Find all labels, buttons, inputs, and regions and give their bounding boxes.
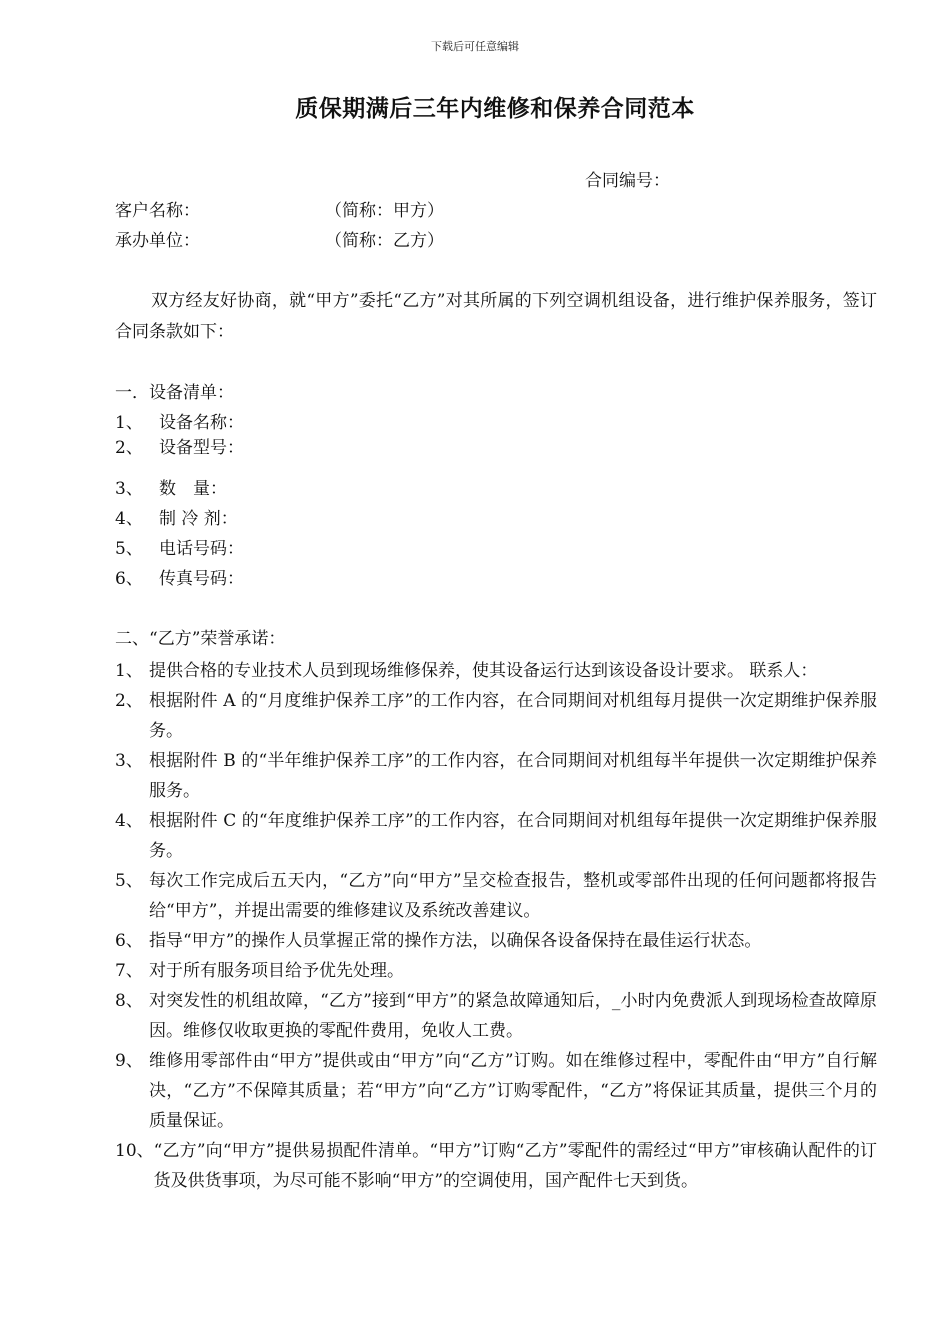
- equipment-item: [115, 433, 244, 463]
- promise-list: [115, 656, 877, 1196]
- promise-number: 4、: [115, 811, 143, 831]
- promise-text: 根据附件 B 的“半年维护保养工序”的工作内容，在合同期间对机组每半年提供一次定期维护保养服务。: [149, 751, 877, 801]
- equipment-item-label: 设备型号：: [159, 438, 244, 458]
- promise-number: 2、: [115, 691, 143, 711]
- promise-number: 5、: [115, 871, 143, 891]
- promise-text: 对于所有服务项目给予优先处理。: [149, 961, 404, 981]
- party-client-row: [115, 196, 444, 226]
- promise-item: [115, 656, 877, 686]
- equipment-item-label: 电话号码：: [159, 539, 244, 559]
- equipment-item: [115, 534, 244, 564]
- promise-item: [115, 686, 877, 746]
- promise-number: 7、: [115, 961, 143, 981]
- promise-item: [115, 986, 877, 1046]
- promise-number: 1、: [115, 661, 143, 681]
- promise-item: [115, 926, 877, 956]
- header-note: 下载后可任意编辑: [431, 40, 519, 53]
- equipment-item-label: 制 冷 剂：: [159, 509, 238, 529]
- promise-item: [115, 746, 877, 806]
- equipment-item: [115, 564, 244, 594]
- equipment-item-number: 3、: [115, 479, 143, 499]
- equipment-item-label: 数 量：: [159, 479, 227, 499]
- party-contractor-abbr: （简称：乙方）: [325, 231, 444, 251]
- promise-number: 9、: [115, 1051, 143, 1071]
- equipment-item-number: 2、: [115, 438, 143, 458]
- party-contractor-label: 承办单位：: [115, 231, 200, 251]
- party-contractor-row: [115, 226, 444, 256]
- promise-item: [115, 806, 877, 866]
- section-equipment-heading: 一．设备清单：: [115, 383, 234, 403]
- equipment-item-number: 6、: [115, 569, 143, 589]
- promise-text: 每次工作完成后五天内，“乙方”向“甲方”呈交检查报告，整机或零部件出现的任何问题都将报告给“甲方”，并提出需要的维修建议及系统改善建议。: [149, 871, 877, 921]
- promise-number: 10、: [115, 1141, 154, 1161]
- promise-item: [115, 866, 877, 926]
- promise-number: 3、: [115, 751, 143, 771]
- equipment-item: [115, 474, 227, 504]
- promise-text: 对突发性的机组故障，“乙方”接到“甲方”的紧急故障通知后，_小时内免费派人到现场检查故障原因。维修仅收取更换的零配件费用，免收人工费。: [149, 991, 877, 1041]
- equipment-item-label: 设备名称：: [159, 413, 244, 433]
- promise-number: 8、: [115, 991, 143, 1011]
- promise-item: [115, 956, 877, 986]
- party-client-label: 客户名称：: [115, 201, 200, 221]
- section-promises-heading: 二、“乙方”荣誉承诺：: [115, 629, 286, 649]
- promise-text: “乙方”向“甲方”提供易损配件清单。“甲方”订购“乙方”零配件的需经过“甲方”审核确认配件的订货及供货事项，为尽可能不影响“甲方”的空调使用，国产配件七天到货。: [153, 1141, 877, 1191]
- contract-number-label: 合同编号：: [585, 171, 670, 191]
- promise-item: [115, 1136, 877, 1196]
- equipment-item-number: 4、: [115, 509, 143, 529]
- promise-text: 根据附件 A 的“月度维护保养工序”的工作内容，在合同期间对机组每月提供一次定期维护保养服务。: [149, 691, 877, 741]
- equipment-item-number: 5、: [115, 539, 143, 559]
- equipment-item: [115, 504, 238, 534]
- document-title: 质保期满后三年内维修和保养合同范本: [295, 95, 695, 122]
- promise-number: 6、: [115, 931, 143, 951]
- party-client-abbr: （简称：甲方）: [325, 201, 444, 221]
- promise-text: 根据附件 C 的“年度维护保养工序”的工作内容，在合同期间对机组每年提供一次定期维护保养服务。: [149, 811, 877, 861]
- promise-text: 维修用零部件由“甲方”提供或由“甲方”向“乙方”订购。如在维修过程中，零配件由“甲方”自行解决，“乙方”不保障其质量；若“甲方”向“乙方”订购零配件，“乙方”将保证其质量，提供三个月的质量保证。: [149, 1051, 877, 1131]
- equipment-item-number: 1、: [115, 413, 143, 433]
- promise-item: [115, 1046, 877, 1136]
- promise-text: 指导“甲方”的操作人员掌握正常的操作方法，以确保各设备保持在最佳运行状态。: [149, 931, 762, 951]
- equipment-item-label: 传真号码：: [159, 569, 244, 589]
- intro-paragraph: 双方经友好协商，就“甲方”委托“乙方”对其所属的下列空调机组设备，进行维护保养服务，签订合同条款如下：: [115, 291, 877, 342]
- promise-text: 提供合格的专业技术人员到现场维修保养，使其设备运行达到该设备设计要求。 联系人：: [149, 661, 818, 681]
